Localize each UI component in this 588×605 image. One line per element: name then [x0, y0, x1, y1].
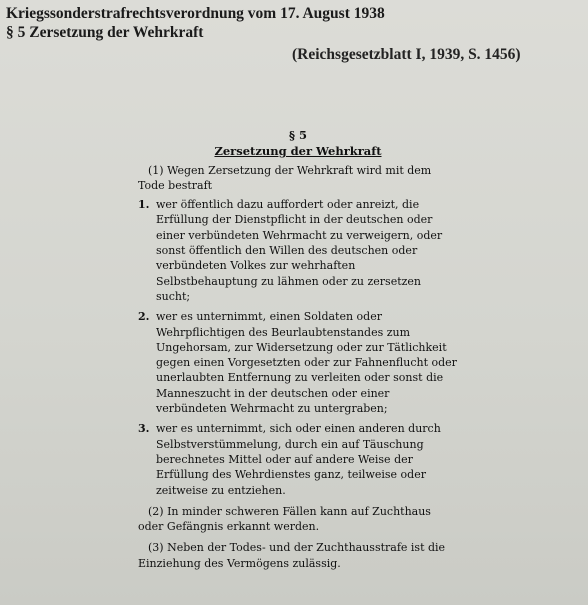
list-item-text: wer es unternimmt, sich oder einen anderen durch Selbstverstümmelung, durch ein auf Täuschung berechnetes Mittel oder auf andere Weise der Erfüllung des Wehrdienstes ganz, teilweise oder zeitweise zu entziehen. [156, 422, 441, 497]
list-item-text: wer öffentlich dazu auffordert oder anreizt, die Erfüllung der Dienstpflicht in der deutschen oder einer verbündeten Wehrmacht zu verweigern, oder sonst öffentlich den Willen des deutschen oder verbündeten Volkes zur wehrhaften Selbstbehauptung zu lähmen oder zu zersetzen sucht; [156, 198, 443, 303]
header-source-citation: (Reichsgesetzblatt I, 1939, S. 1456) [292, 46, 521, 63]
list-item-number: 2. [138, 310, 150, 324]
document-header [6, 4, 581, 42]
list-item-1 [138, 197, 458, 304]
list-item-number: 3. [138, 422, 150, 436]
list-item-2 [138, 309, 458, 416]
section-title: Zersetzung der Wehrkraft [214, 144, 382, 159]
header-subtitle: § 5 Zersetzung der Wehrkraft [6, 24, 204, 41]
header-title: Kriegssonderstrafrechtsverordnung vom 17. August 1938 [6, 5, 385, 22]
gazette-excerpt [138, 128, 458, 575]
paragraph-2: (2) In minder schweren Fällen kann auf Zuchthaus oder Gefängnis erkannt werden. [138, 504, 431, 534]
section-number: § 5 [288, 128, 308, 142]
list-item-text: wer es unternimmt, einen Soldaten oder Wehrpflichtigen des Beurlaubtenstandes zum Ungehorsam, zur Widersetzung oder zur Tätlichkeit gegen einen Vorgesetzten oder zur Fahnenflucht oder unerlaubten Entfernung zu verleiten oder sonst die Manneszucht in der deutschen oder einer verbündeten Wehrmacht zu untergraben; [156, 310, 457, 416]
list-item-number: 1. [138, 198, 150, 212]
section-intro: (1) Wegen Zersetzung der Wehrkraft wird mit dem Tode bestraft [138, 163, 432, 192]
list-item-3 [138, 421, 458, 497]
paragraph-3: (3) Neben der Todes- und der Zuchthausstrafe ist die Einziehung des Vermögens zulässig. [138, 541, 446, 570]
